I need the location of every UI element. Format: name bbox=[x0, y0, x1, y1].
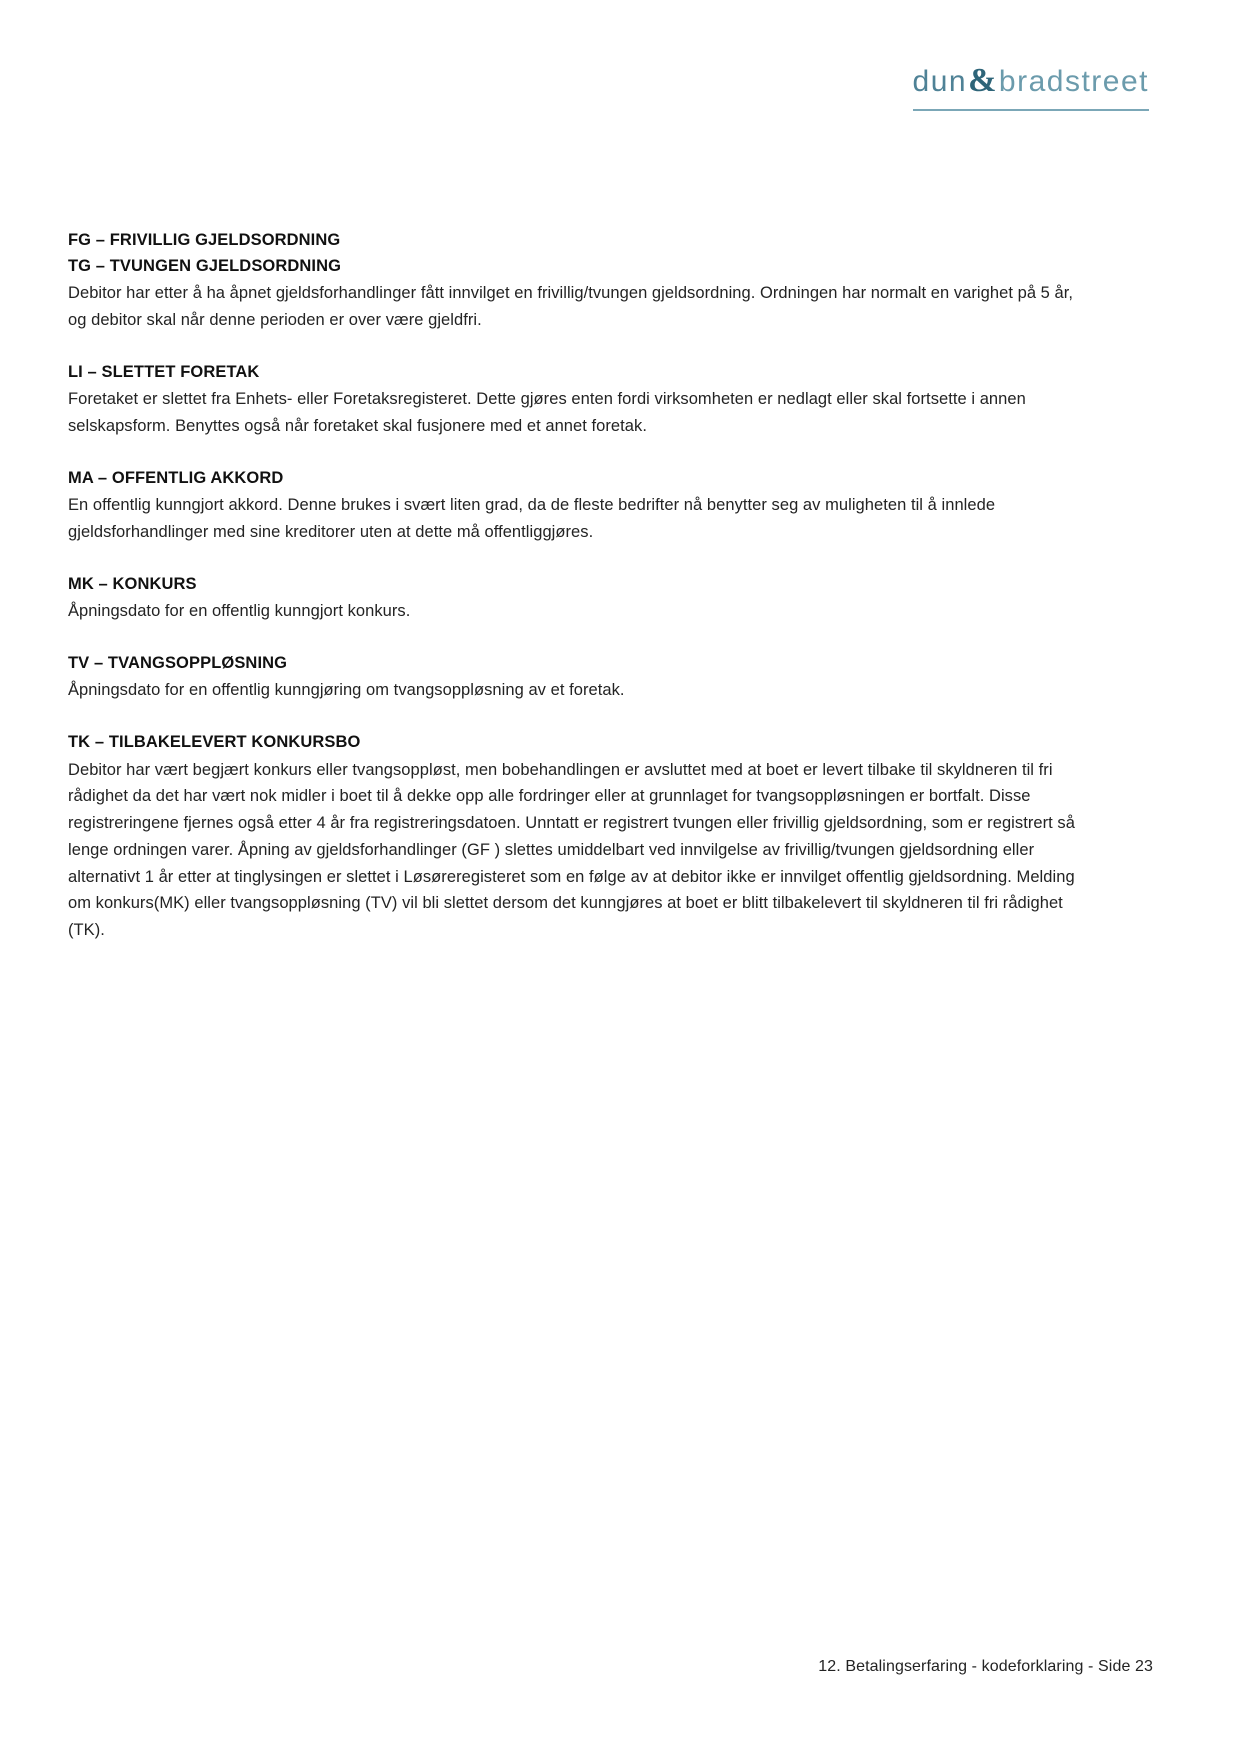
section-tk bbox=[68, 730, 1078, 944]
section-paragraph: Foretaket er slettet fra Enhets- eller Foretaksregisteret. Dette gjøres enten fordi virksomheten er nedlagt eller skal fortsette i annen selskapsform. Benyttes også når foretaket skal fusjonere med et annet foretak. bbox=[68, 390, 1026, 435]
section-tv bbox=[68, 651, 1078, 704]
section-paragraph: Åpningsdato for en offentlig kunngjøring om tvangsoppløsning av et foretak. bbox=[68, 681, 625, 700]
logo-word-dun: dun bbox=[912, 65, 968, 98]
section-fg-tg bbox=[68, 228, 1078, 334]
section-mk bbox=[68, 572, 1078, 625]
section-heading: MA – OFFENTLIG AKKORD bbox=[68, 468, 284, 487]
logo-ampersand-icon: & bbox=[968, 62, 998, 99]
section-paragraph: Åpningsdato for en offentlig kunngjort konkurs. bbox=[68, 602, 411, 621]
dun-bradstreet-logo bbox=[913, 62, 1149, 102]
section-ma bbox=[68, 466, 1078, 546]
section-heading: MK – KONKURS bbox=[68, 574, 197, 593]
logo-underline bbox=[913, 109, 1149, 111]
document-body bbox=[68, 228, 1078, 944]
page-footer: 12. Betalingserfaring - kodeforklaring - Side 23 bbox=[818, 1658, 1153, 1675]
section-li bbox=[68, 360, 1078, 440]
section-paragraph: En offentlig kunngjort akkord. Denne brukes i svært liten grad, da de fleste bedrifter nå benytter seg av muligheten til å innlede gjeldsforhandlinger med sine kreditorer uten at dette må offentliggjøres. bbox=[68, 496, 996, 541]
section-paragraph: Debitor har vært begjært konkurs eller tvangsoppløst, men bobehandlingen er avsluttet med at boet er levert tilbake til skyldneren til fri rådighet da det har vært nok midler i boet til å dekke opp alle fordringer eller at grunnlaget for tvangsoppløsningen er bortfalt. Disse registreringene fjernes også etter 4 år fra registreringsdatoen. Unntatt er registrert tvungen eller frivillig gjeldsordning, som er registrert så lenge ordningen varer. Åpning av gjeldsforhandlinger (GF ) slettes umiddelbart ved innvilgelse av frivillig/tvungen gjeldsordning eller alternativt 1 år etter at tinglysingen er slettet i Løsøreregisteret som en følge av at debitor ikke er innvilget offentlig gjeldsordning. Melding om konkurs(MK) eller tvangsoppløsning (TV) vil bli slettet dersom det kunngjøres at boet er blitt tilbakelevert til skyldneren til fri rådighet (TK). bbox=[68, 760, 1075, 939]
section-heading: TK – TILBAKELEVERT KONKURSBO bbox=[68, 733, 361, 752]
section-heading: TV – TVANGSOPPLØSNING bbox=[68, 653, 288, 672]
section-heading: FG – FRIVILLIG GJELDSORDNING bbox=[68, 231, 341, 249]
logo-word-bradstreet: bradstreet bbox=[998, 65, 1149, 98]
logo-text bbox=[913, 62, 1149, 100]
page-header bbox=[913, 62, 1149, 102]
section-paragraph: Debitor har etter å ha åpnet gjeldsforhandlinger fått innvilget en frivillig/tvungen gjeldsordning. Ordningen har normalt en varighet på 5 år, og debitor skal når denne perioden er over være gjeldfri. bbox=[68, 284, 1074, 329]
section-heading: LI – SLETTET FORETAK bbox=[68, 362, 260, 381]
section-heading-secondary: TG – TVUNGEN GJELDSORDNING bbox=[68, 256, 342, 275]
